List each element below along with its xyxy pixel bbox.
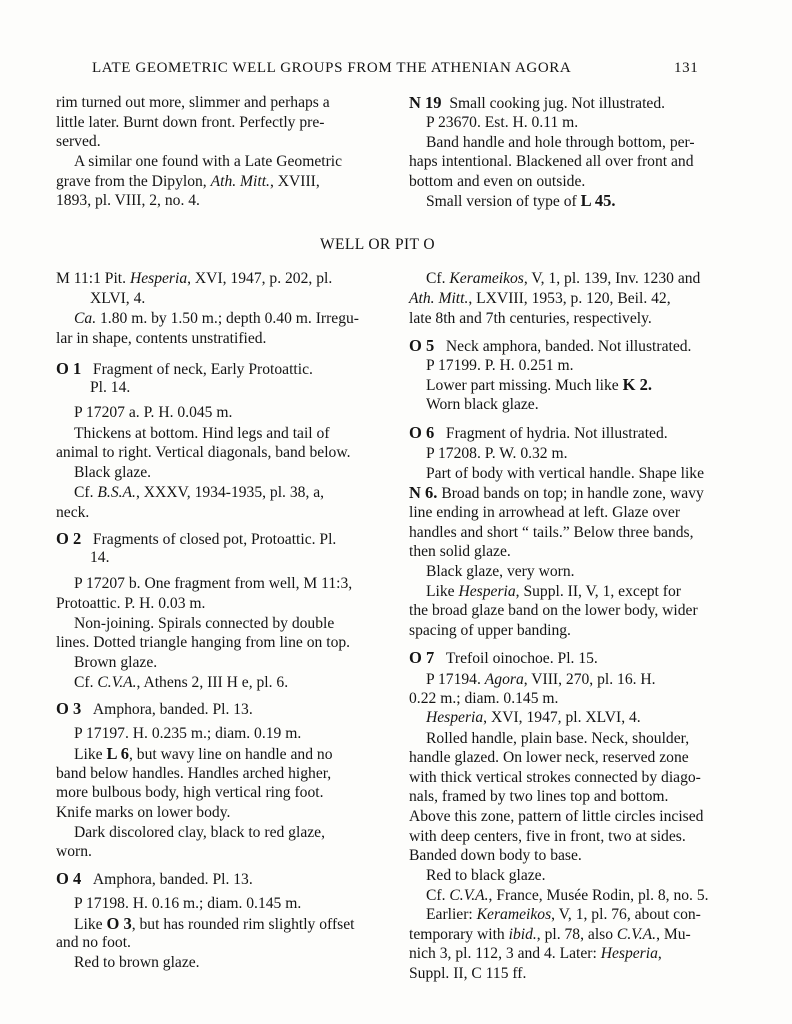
text-line <box>409 926 691 944</box>
text-line: P 17207 b. One fragment from well, M 11:3, <box>74 575 353 592</box>
text-line <box>426 192 615 211</box>
text-line: Pl. 14. <box>90 379 131 396</box>
text-line: then solid glaze. <box>409 543 511 560</box>
text-line: Dark discolored clay, black to red glaze, <box>74 824 325 841</box>
text-part: , Suppl. II, V, 1, except for <box>515 583 681 600</box>
cross-reference: L 45. <box>580 191 616 210</box>
text-line: with deep centers, five in front, two at sides. <box>409 828 686 845</box>
text-line <box>426 671 656 689</box>
section-title: WELL OR PIT O <box>320 236 435 253</box>
text-part: Cf. <box>426 887 450 904</box>
text-line <box>409 484 704 503</box>
text-line: little later. Burnt down front. Perfectly pre- <box>56 114 325 131</box>
text-part: Broad bands on top; in handle zone, wavy <box>437 485 704 502</box>
citation: ibid. <box>508 926 537 943</box>
text-part: , V, 1, pl. 139, Inv. 1230 and <box>523 270 701 287</box>
text-line <box>409 290 671 308</box>
text-line: haps intentional. Blackened all over front and <box>409 153 694 170</box>
entry-id: O 2 <box>56 529 82 548</box>
text-line <box>74 745 333 764</box>
entry-id: O 4 <box>56 869 82 888</box>
text-part: 1.80 m. by 1.50 m.; depth 0.40 m. Irregu- <box>96 310 360 327</box>
text-line <box>56 270 332 288</box>
entry-title: Neck amphora, banded. Not illustrated. <box>445 338 692 355</box>
text-line: lar in shape, contents unstratified. <box>56 330 267 347</box>
text-line: Protoattic. P. H. 0.03 m. <box>56 595 206 612</box>
text-line: lines. Dotted triangle hanging from line on top. <box>56 634 351 651</box>
citation: C.V.A. <box>616 926 657 943</box>
text-part: temporary with <box>409 926 509 943</box>
text-part: Lower part missing. Much like <box>426 377 623 394</box>
text-line: P 17207 a. P. H. 0.045 m. <box>74 404 233 421</box>
text-line: served. <box>56 133 101 150</box>
entry-title: Fragment of hydria. Not illustrated. <box>445 425 668 442</box>
text-line <box>56 173 320 191</box>
entry-id: O 3 <box>56 699 82 718</box>
text-line: P 17208. P. W. 0.32 m. <box>426 445 568 462</box>
text-line: Above this zone, pattern of little circles incised <box>409 808 704 825</box>
text-part: , Athens 2, III H e, pl. 6. <box>136 674 289 691</box>
text-part: , XVI, 1947, pl. XLVI, 4. <box>483 709 641 726</box>
text-part: , VIII, 270, pl. 16. H. <box>523 671 656 688</box>
entry-title: Trefoil oinochoe. Pl. 15. <box>445 650 598 667</box>
text-line: line ending in arrowhead at left. Glaze over <box>409 504 681 521</box>
entry-id: O 7 <box>409 648 435 667</box>
text-part: , <box>657 945 662 962</box>
entry-id: O 5 <box>409 336 435 355</box>
text-part: Earlier: <box>426 906 477 923</box>
entry-id: O 6 <box>409 423 435 442</box>
text-line: handles and short “ tails.” Below three bands, <box>409 524 694 541</box>
text-line: more bulbous body, high vertical ring foot. <box>56 784 324 801</box>
text-line <box>74 915 354 934</box>
text-line: Non-joining. Spirals connected by double <box>74 615 335 632</box>
text-part: Cf. <box>74 674 98 691</box>
text-part: , V, 1, pl. 76, about con- <box>551 906 701 923</box>
text-line <box>74 674 288 692</box>
running-title: LATE GEOMETRIC WELL GROUPS FROM THE ATHENIAN AGORA <box>92 60 572 76</box>
text-line: Suppl. II, C 115 ff. <box>409 965 527 982</box>
text-part: Like <box>74 746 107 763</box>
entry-title: Small cooking jug. Not illustrated. <box>449 95 666 112</box>
text-line <box>74 484 324 502</box>
entry-heading <box>56 360 313 379</box>
citation: B.S.A. <box>97 484 136 501</box>
text-line: worn. <box>56 843 92 860</box>
text-part: , Mu- <box>656 926 691 943</box>
text-part: Like <box>426 583 459 600</box>
entry-id: N 19 <box>409 93 442 112</box>
text-line: Band handle and hole through bottom, per- <box>426 134 695 151</box>
text-line <box>409 945 662 963</box>
citation: Hesperia <box>129 270 188 287</box>
text-part: P 17194. <box>426 671 485 688</box>
text-line <box>426 906 701 924</box>
text-line: band below handles. Handles arched higher, <box>56 765 332 782</box>
text-line <box>426 583 681 601</box>
citation: Kerameikos <box>476 906 552 923</box>
text-line: Brown glaze. <box>74 654 158 671</box>
text-line: P 17199. P. H. 0.251 m. <box>426 357 574 374</box>
entry-heading <box>56 530 336 549</box>
entry-title: Amphora, banded. Pl. 13. <box>92 871 253 888</box>
text-line: and no foot. <box>56 934 131 951</box>
text-line: neck. <box>56 504 90 521</box>
text-part: , but wavy line on handle and no <box>128 746 333 763</box>
text-part: Ca. <box>74 310 97 327</box>
text-line: Red to brown glaze. <box>74 954 200 971</box>
text-part: M 11:1 Pit. <box>56 270 130 287</box>
text-line: animal to right. Vertical diagonals, band below. <box>56 444 351 461</box>
text-line: nals, framed by two lines top and bottom. <box>409 788 669 805</box>
text-line: P 17198. H. 0.16 m.; diam. 0.145 m. <box>74 895 302 912</box>
text-line: P 23670. Est. H. 0.11 m. <box>426 114 579 131</box>
citation: Hesperia <box>458 583 516 600</box>
text-line: P 17197. H. 0.235 m.; diam. 0.19 m. <box>74 725 302 742</box>
text-part: , France, Musée Rodin, pl. 8, no. 5. <box>488 887 709 904</box>
entry-title: Fragment of neck, Early Protoattic. <box>92 361 313 378</box>
text-line: 0.22 m.; diam. 0.145 m. <box>409 690 559 707</box>
text-line: Thickens at bottom. Hind legs and tail of <box>74 425 330 442</box>
text-line: handle glazed. On lower neck, reserved zone <box>409 749 689 766</box>
citation: Hesperia <box>600 945 658 962</box>
text-part: , pl. 78, also <box>536 926 617 943</box>
entry-title: Amphora, banded. Pl. 13. <box>92 701 253 718</box>
entry-heading <box>56 870 253 889</box>
text-line: late 8th and 7th centuries, respectively. <box>409 310 652 327</box>
text-line <box>426 376 652 395</box>
text-line: Banded down body to base. <box>409 847 582 864</box>
text-part: Cf. <box>426 270 450 287</box>
citation: Kerameikos <box>449 270 524 287</box>
citation: C.V.A. <box>449 887 489 904</box>
text-line: A similar one found with a Late Geometric <box>74 153 343 170</box>
entry-heading <box>409 94 665 113</box>
text-part: Like <box>74 916 107 933</box>
text-line: Worn black glaze. <box>426 396 539 413</box>
citation: C.V.A. <box>97 674 137 691</box>
citation: Ath. Mitt. <box>210 173 270 190</box>
text-line: rim turned out more, slimmer and perhaps a <box>56 94 330 111</box>
text-line: 14. <box>90 549 110 566</box>
text-line: spacing of upper banding. <box>409 622 571 639</box>
cross-reference: N 6. <box>409 483 438 502</box>
text-line: Red to black glaze. <box>426 867 546 884</box>
text-line: with thick vertical strokes connected by diago- <box>409 769 701 786</box>
text-part: , XXXV, 1934-1935, pl. 38, a, <box>135 484 325 501</box>
entry-heading <box>409 424 668 443</box>
text-part: Small version of type of <box>426 193 581 210</box>
text-line: the broad glaze band on the lower body, wider <box>409 602 698 619</box>
text-part: grave from the Dipylon, <box>56 173 211 190</box>
text-line <box>426 709 641 727</box>
cross-reference: L 6 <box>106 744 129 763</box>
cross-reference: O 3 <box>106 914 132 933</box>
entry-title: Fragments of closed pot, Protoattic. Pl. <box>92 531 337 548</box>
entry-id: O 1 <box>56 359 82 378</box>
citation: Ath. Mitt. <box>409 290 469 307</box>
text-line: Part of body with vertical handle. Shape like <box>426 465 705 482</box>
entry-heading <box>409 649 598 668</box>
text-part: , LXVIII, 1953, p. 120, Beil. 42, <box>468 290 671 307</box>
text-part: , but has rounded rim slightly offset <box>131 916 355 933</box>
entry-heading <box>409 337 691 356</box>
text-part: nich 3, pl. 112, 3 and 4. Later: <box>409 945 601 962</box>
text-line <box>426 270 700 288</box>
entry-heading <box>56 700 253 719</box>
text-line: Black glaze, very worn. <box>426 563 575 580</box>
text-line: bottom and even on outside. <box>409 173 586 190</box>
text-part: Cf. <box>74 484 98 501</box>
text-line <box>74 310 359 328</box>
cross-reference: K 2. <box>622 375 652 394</box>
text-line <box>426 887 709 905</box>
text-part: , XVIII, <box>269 173 320 190</box>
citation: Agora <box>484 671 524 688</box>
citation: Hesperia <box>426 709 484 726</box>
text-line: Black glaze. <box>74 464 152 481</box>
text-line: XLVI, 4. <box>90 290 146 307</box>
text-line: Rolled handle, plain base. Neck, shoulder, <box>426 730 690 747</box>
text-line: Knife marks on lower body. <box>56 804 231 821</box>
text-part: , XVI, 1947, p. 202, pl. <box>187 270 333 287</box>
text-line: 1893, pl. VIII, 2, no. 4. <box>56 192 200 209</box>
page-number: 131 <box>674 60 699 76</box>
